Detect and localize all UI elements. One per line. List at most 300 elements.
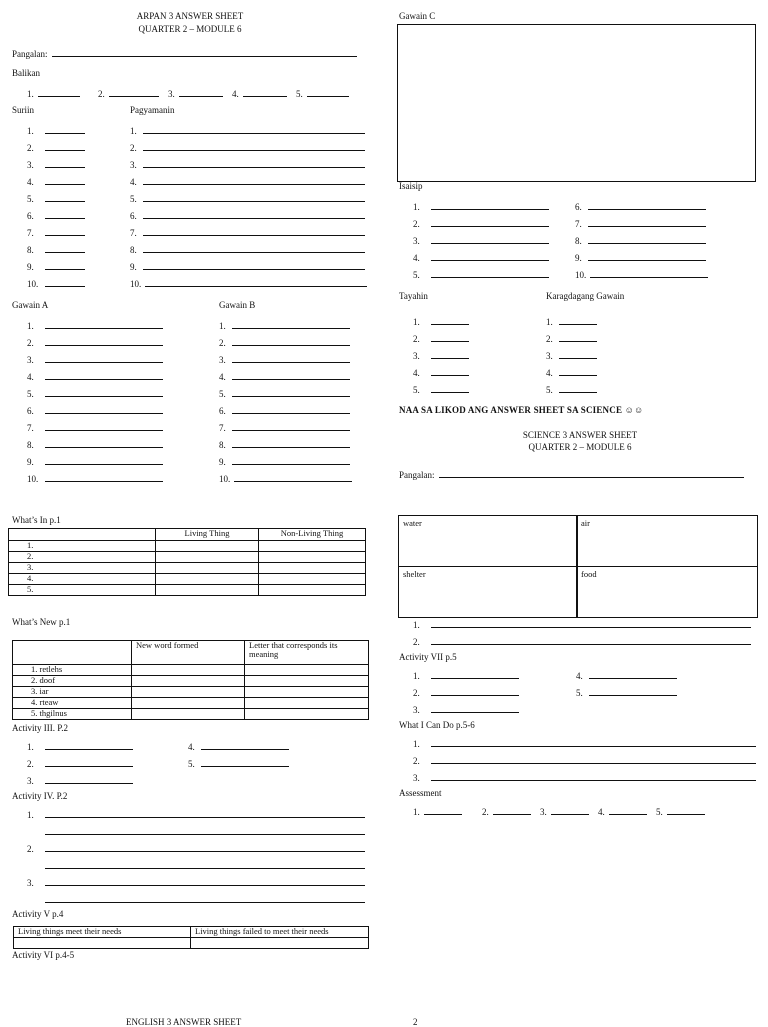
answer-row	[27, 210, 85, 221]
answer-row	[130, 227, 365, 238]
answer-blank[interactable]	[45, 210, 85, 219]
whats-in-heading: What’s In p.1	[12, 515, 61, 525]
answer-blank[interactable]	[431, 704, 519, 713]
answer-blank[interactable]	[143, 227, 365, 236]
item-number: 3.	[27, 160, 34, 170]
answer-row	[27, 278, 85, 289]
table-cell[interactable]	[245, 698, 369, 709]
answer-blank[interactable]	[232, 371, 350, 380]
item-number: 4.	[546, 368, 553, 378]
table-header	[13, 641, 132, 665]
answer-row	[188, 741, 289, 752]
answer-row	[27, 809, 365, 820]
answer-row	[219, 439, 350, 450]
answer-blank[interactable]	[45, 422, 163, 431]
assessment-blank[interactable]	[609, 806, 647, 815]
answer-row	[413, 333, 469, 344]
suriin-heading: Suriin	[12, 105, 35, 115]
answer-row	[219, 354, 350, 365]
answer-row	[413, 350, 469, 361]
answer-row	[219, 337, 350, 348]
item-number: 9.	[27, 457, 34, 467]
answer-row	[27, 456, 163, 467]
gawain-a-heading: Gawain A	[12, 300, 49, 310]
item-number: 6.	[219, 406, 226, 416]
gawain-c-heading: Gawain C	[399, 11, 436, 21]
table-row-label: 2.	[9, 552, 156, 563]
answer-blank[interactable]	[45, 809, 365, 818]
answer-row	[576, 687, 677, 698]
answer-blank[interactable]	[431, 367, 469, 376]
answer-blank[interactable]	[232, 388, 350, 397]
answer-row	[27, 422, 163, 433]
item-number: 9.	[219, 457, 226, 467]
answer-row	[130, 159, 365, 170]
item-number: 8.	[27, 245, 34, 255]
science-name-blank[interactable]	[439, 469, 744, 478]
answer-blank[interactable]	[45, 388, 163, 397]
item-number: 2.	[27, 759, 34, 769]
table-cell[interactable]	[259, 552, 366, 563]
answer-blank[interactable]	[143, 159, 365, 168]
answer-row	[219, 320, 350, 331]
answer-row	[27, 741, 133, 752]
item-number: 7.	[575, 219, 582, 229]
answer-blank[interactable]	[589, 670, 677, 679]
answer-blank[interactable]	[45, 439, 163, 448]
answer-blank[interactable]	[45, 894, 365, 903]
balikan-num: 4.	[232, 89, 239, 99]
answer-blank[interactable]	[45, 278, 85, 287]
needs-cell-label: shelter	[403, 569, 426, 579]
arpan-name-label: Pangalan:	[12, 49, 48, 59]
table-header	[9, 529, 156, 541]
needs-cell-label: air	[581, 518, 590, 528]
answer-blank[interactable]	[559, 367, 597, 376]
answer-blank[interactable]	[45, 337, 163, 346]
answer-blank[interactable]	[45, 142, 85, 151]
answer-row	[130, 142, 365, 153]
answer-row	[130, 261, 365, 272]
item-number: 4.	[413, 368, 420, 378]
answer-row	[575, 235, 706, 246]
item-number: 3.	[130, 160, 137, 170]
assessment-blank[interactable]	[667, 806, 705, 815]
balikan-heading: Balikan	[12, 68, 40, 78]
item-number: 7.	[130, 228, 137, 238]
item-number: 10.	[27, 474, 39, 484]
answer-row	[130, 244, 365, 255]
item-number: 3.	[27, 355, 34, 365]
table-cell[interactable]	[132, 709, 245, 720]
answer-blank[interactable]	[431, 201, 549, 210]
item-number: 2.	[413, 688, 420, 698]
table-cell[interactable]	[245, 665, 369, 676]
table-row-label: 5. thgilnus	[13, 709, 132, 720]
assessment-blank[interactable]	[424, 806, 462, 815]
table-cell[interactable]	[132, 687, 245, 698]
answer-blank[interactable]	[45, 354, 163, 363]
needs-cell[interactable]	[576, 566, 758, 618]
answer-blank[interactable]	[431, 772, 756, 781]
answer-blank[interactable]	[588, 218, 706, 227]
item-number: 2.	[413, 637, 420, 647]
assessment-row	[413, 806, 705, 817]
answer-blank[interactable]	[45, 758, 133, 767]
answer-row	[219, 371, 350, 382]
item-number: 7.	[27, 228, 34, 238]
answer-blank[interactable]	[431, 687, 519, 696]
needs-cell-label: water	[403, 518, 422, 528]
item-number: 3.	[413, 351, 420, 361]
answer-blank[interactable]	[232, 456, 350, 465]
answer-row	[219, 405, 350, 416]
answer-blank[interactable]	[588, 252, 706, 261]
table-cell[interactable]	[14, 938, 191, 949]
item-number: 5.	[188, 759, 195, 769]
balikan-blank[interactable]	[38, 88, 80, 97]
answer-blank[interactable]	[143, 210, 365, 219]
table-cell[interactable]	[245, 687, 369, 698]
answer-row	[575, 218, 706, 229]
answer-blank[interactable]	[431, 218, 549, 227]
item-number: 7.	[219, 423, 226, 433]
answer-blank[interactable]	[45, 159, 85, 168]
answer-row	[413, 755, 756, 766]
answer-row	[188, 758, 289, 769]
assessment-num: 5.	[656, 807, 663, 817]
table-cell[interactable]	[156, 552, 259, 563]
answer-row	[546, 333, 597, 344]
answer-row	[219, 456, 350, 467]
answer-row	[413, 218, 549, 229]
table-row-label: 3.	[9, 563, 156, 574]
balikan-num: 2.	[98, 89, 105, 99]
item-number: 1.	[219, 321, 226, 331]
assessment-num: 3.	[540, 807, 547, 817]
answer-row	[130, 278, 367, 289]
item-number: 3.	[413, 236, 420, 246]
item-number: 3.	[546, 351, 553, 361]
item-number: 1.	[27, 810, 34, 820]
arpan-quarter: QUARTER 2 – MODULE 6	[138, 24, 242, 34]
answer-blank[interactable]	[232, 320, 350, 329]
item-number: 8.	[575, 236, 582, 246]
item-number: 8.	[130, 245, 137, 255]
answer-blank[interactable]	[431, 252, 549, 261]
assessment-num: 1.	[413, 807, 420, 817]
answer-blank[interactable]	[431, 350, 469, 359]
item-number: 1.	[27, 742, 34, 752]
answer-blank[interactable]	[431, 619, 751, 628]
answer-blank[interactable]	[588, 201, 706, 210]
karagdagang-heading: Karagdagang Gawain	[546, 291, 625, 301]
balikan-blank[interactable]	[179, 88, 223, 97]
item-number: 3.	[413, 773, 420, 783]
answer-row	[27, 775, 133, 786]
item-number: 1.	[413, 671, 420, 681]
balikan-num: 3.	[168, 89, 175, 99]
assessment-blank[interactable]	[493, 806, 531, 815]
answer-blank[interactable]	[45, 456, 163, 465]
answer-row	[575, 201, 706, 212]
table-cell[interactable]	[156, 563, 259, 574]
answer-blank[interactable]	[431, 738, 756, 747]
activity6-heading: Activity VI p.4-5	[12, 950, 75, 960]
item-number: 2.	[219, 338, 226, 348]
answer-blank[interactable]	[45, 405, 163, 414]
needs-cell[interactable]	[398, 515, 578, 567]
table-cell[interactable]	[132, 698, 245, 709]
answer-row	[413, 636, 751, 647]
table-cell[interactable]	[259, 541, 366, 552]
item-number: 5.	[130, 194, 137, 204]
item-number: 8.	[219, 440, 226, 450]
table-header: Living things failed to meet their needs	[191, 927, 369, 938]
table-header: New word formed	[132, 641, 245, 665]
table-cell[interactable]	[132, 676, 245, 687]
answer-blank[interactable]	[232, 422, 350, 431]
answer-row	[27, 877, 365, 888]
answer-blank[interactable]	[588, 235, 706, 244]
answer-row	[27, 125, 85, 136]
answer-blank[interactable]	[232, 439, 350, 448]
table-row-label: 2. doof	[13, 676, 132, 687]
answer-row	[27, 843, 365, 854]
answer-blank[interactable]	[45, 193, 85, 202]
item-number: 9.	[27, 262, 34, 272]
answer-row	[27, 261, 85, 272]
table-cell[interactable]	[259, 574, 366, 585]
science-title: SCIENCE 3 ANSWER SHEET	[522, 430, 638, 440]
can-do-heading: What I Can Do p.5-6	[399, 720, 475, 730]
answer-blank[interactable]	[143, 193, 365, 202]
table-cell[interactable]	[259, 585, 366, 596]
answer-blank[interactable]	[232, 354, 350, 363]
item-number: 2.	[27, 338, 34, 348]
answer-blank[interactable]	[45, 261, 85, 270]
table-row-label: 1. retlehs	[13, 665, 132, 676]
whats-new-table	[12, 640, 369, 720]
activity5-table	[13, 926, 369, 949]
answer-blank[interactable]	[234, 473, 352, 482]
answer-blank[interactable]	[431, 670, 519, 679]
item-number: 7.	[27, 423, 34, 433]
answer-row	[413, 201, 549, 212]
answer-row	[27, 405, 163, 416]
arpan-name-row	[12, 48, 357, 59]
answer-blank[interactable]	[232, 405, 350, 414]
answer-row	[575, 269, 708, 280]
answer-row	[219, 388, 350, 399]
english-title: ENGLISH 3 ANSWER SHEET	[126, 1017, 242, 1027]
answer-row	[413, 252, 549, 263]
gawain-b-heading: Gawain B	[219, 300, 256, 310]
item-number: 4.	[413, 253, 420, 263]
tayahin-heading: Tayahin	[399, 291, 428, 301]
answer-blank[interactable]	[232, 337, 350, 346]
answer-row	[413, 384, 469, 395]
assessment-num: 2.	[482, 807, 489, 817]
item-number: 10.	[575, 270, 587, 280]
activity4-heading: Activity IV. P.2	[12, 791, 68, 801]
assessment-blank[interactable]	[551, 806, 589, 815]
answer-blank[interactable]	[143, 244, 365, 253]
activity3-heading: Activity III. P.2	[12, 723, 68, 733]
item-number: 10.	[219, 474, 231, 484]
answer-blank[interactable]	[45, 176, 85, 185]
answer-row	[130, 193, 365, 204]
answer-row	[27, 473, 163, 484]
science-name-row	[399, 469, 744, 480]
answer-blank[interactable]	[45, 860, 365, 869]
answer-blank[interactable]	[143, 176, 365, 185]
needs-cell[interactable]	[398, 566, 578, 618]
answer-row	[413, 772, 756, 783]
item-number: 6.	[575, 202, 582, 212]
item-number: 1.	[27, 321, 34, 331]
item-number: 5.	[413, 270, 420, 280]
answer-row	[27, 388, 163, 399]
item-number: 6.	[27, 211, 34, 221]
answer-row	[27, 244, 85, 255]
table-cell[interactable]	[156, 541, 259, 552]
answer-blank[interactable]	[431, 269, 549, 278]
answer-row	[27, 159, 85, 170]
answer-blank[interactable]	[590, 269, 708, 278]
item-number: 4.	[27, 372, 34, 382]
arpan-title: ARPAN 3 ANSWER SHEET	[136, 11, 244, 21]
balikan-blank[interactable]	[243, 88, 287, 97]
answer-blank[interactable]	[45, 473, 163, 482]
table-cell[interactable]	[259, 563, 366, 574]
answer-row	[413, 235, 549, 246]
table-cell[interactable]	[245, 676, 369, 687]
answer-blank[interactable]	[201, 758, 289, 767]
answer-row	[219, 422, 350, 433]
answer-blank[interactable]	[431, 384, 469, 393]
answer-blank[interactable]	[431, 755, 756, 764]
table-header: Non-Living Thing	[259, 529, 366, 541]
item-number: 2.	[546, 334, 553, 344]
item-number: 9.	[130, 262, 137, 272]
answer-blank[interactable]	[201, 741, 289, 750]
isaisip-heading: Isaisip	[399, 181, 423, 191]
answer-row	[413, 704, 519, 715]
answer-row	[546, 350, 597, 361]
table-header: Living things meet their needs	[14, 927, 191, 938]
answer-blank[interactable]	[143, 125, 365, 134]
item-number: 1.	[130, 126, 137, 136]
answer-blank[interactable]	[45, 125, 85, 134]
answer-blank[interactable]	[45, 244, 85, 253]
answer-blank[interactable]	[143, 142, 365, 151]
activity7-heading: Activity VII p.5	[399, 652, 457, 662]
answer-row	[413, 670, 519, 681]
answer-row	[546, 384, 597, 395]
table-cell[interactable]	[191, 938, 369, 949]
activity5-heading: Activity V p.4	[12, 909, 64, 919]
science-note: NAA SA LIKOD ANG ANSWER SHEET SA SCIENCE ☺☺	[399, 405, 644, 415]
item-number: 4.	[27, 177, 34, 187]
answer-blank[interactable]	[431, 636, 751, 645]
answer-row	[413, 738, 756, 749]
table-cell[interactable]	[245, 709, 369, 720]
table-row-label: 3. iar	[13, 687, 132, 698]
answer-row	[130, 210, 365, 221]
balikan-num: 1.	[27, 89, 34, 99]
whats-in-table	[8, 528, 366, 596]
answer-row	[27, 227, 85, 238]
table-cell[interactable]	[156, 574, 259, 585]
item-number: 1.	[413, 620, 420, 630]
answer-blank[interactable]	[45, 843, 365, 852]
answer-row	[413, 269, 549, 280]
item-number: 4.	[576, 671, 583, 681]
answer-blank[interactable]	[431, 316, 469, 325]
answer-blank[interactable]	[431, 333, 469, 342]
answer-blank[interactable]	[45, 741, 133, 750]
item-number: 4.	[130, 177, 137, 187]
science-quarter: QUARTER 2 – MODULE 6	[528, 442, 632, 452]
table-cell[interactable]	[132, 665, 245, 676]
item-number: 5.	[413, 385, 420, 395]
answer-blank[interactable]	[431, 235, 549, 244]
answer-blank[interactable]	[589, 687, 677, 696]
answer-blank[interactable]	[45, 877, 365, 886]
item-number: 2.	[130, 143, 137, 153]
answer-blank[interactable]	[559, 316, 597, 325]
answer-row	[413, 367, 469, 378]
balikan-blank[interactable]	[109, 88, 159, 97]
item-number: 4.	[219, 372, 226, 382]
answer-blank[interactable]	[45, 227, 85, 236]
answer-row	[27, 142, 85, 153]
arpan-name-blank[interactable]	[52, 48, 357, 57]
item-number: 1.	[413, 202, 420, 212]
table-row-label: 4. rteaw	[13, 698, 132, 709]
answer-blank[interactable]	[45, 775, 133, 784]
answer-row	[27, 193, 85, 204]
item-number: 3.	[219, 355, 226, 365]
item-number: 8.	[27, 440, 34, 450]
answer-blank[interactable]	[45, 320, 163, 329]
needs-cell[interactable]	[576, 515, 758, 567]
answer-row	[27, 176, 85, 187]
answer-row	[130, 176, 365, 187]
answer-row	[413, 316, 469, 327]
table-header: Living Thing	[156, 529, 259, 541]
balikan-blank[interactable]	[307, 88, 349, 97]
item-number: 3.	[27, 878, 34, 888]
answer-row	[575, 252, 706, 263]
answer-blank[interactable]	[143, 261, 365, 270]
item-number: 5.	[576, 688, 583, 698]
answer-row	[546, 367, 597, 378]
answer-blank[interactable]	[559, 333, 597, 342]
table-cell[interactable]	[156, 585, 259, 596]
answer-blank[interactable]	[45, 826, 365, 835]
item-number: 5.	[27, 389, 34, 399]
answer-blank[interactable]	[559, 350, 597, 359]
answer-blank[interactable]	[145, 278, 367, 287]
item-number: 2.	[413, 756, 420, 766]
answer-row	[27, 320, 163, 331]
balikan-num: 5.	[296, 89, 303, 99]
answer-blank[interactable]	[559, 384, 597, 393]
gawain-c-box[interactable]	[397, 24, 756, 182]
answer-blank[interactable]	[45, 371, 163, 380]
